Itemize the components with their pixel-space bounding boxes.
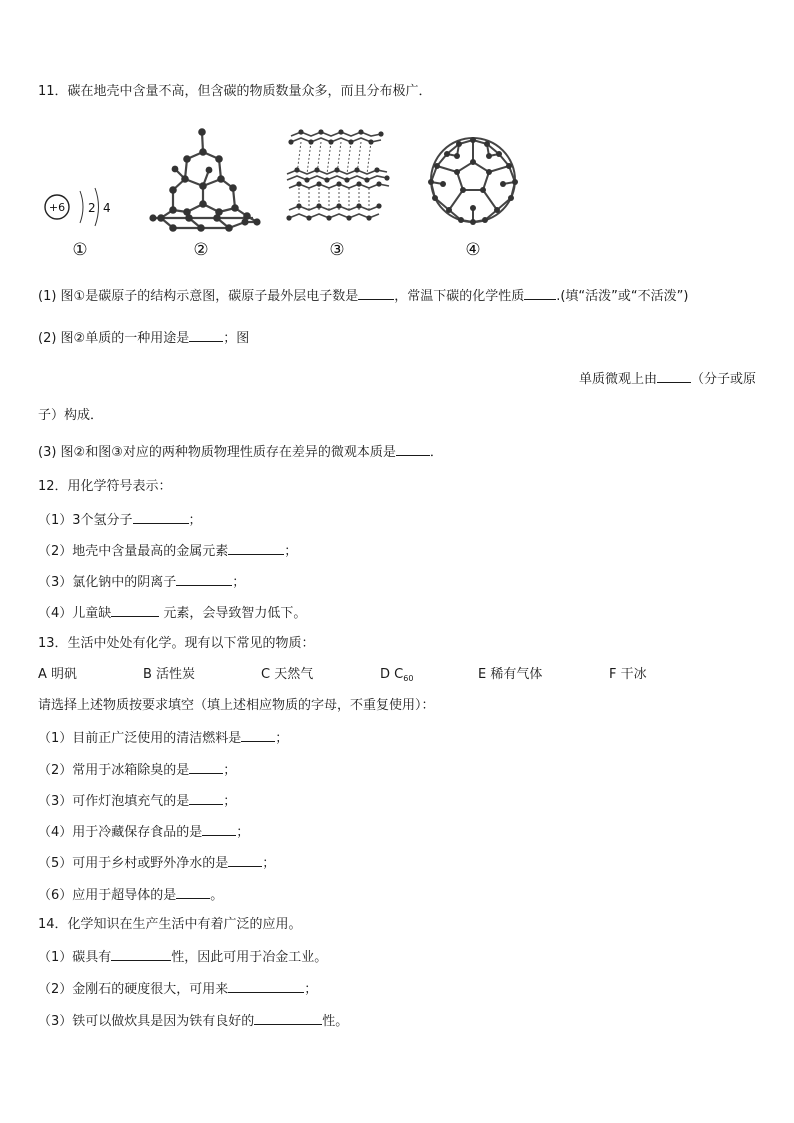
q14-item-3: [38, 1011, 348, 1031]
item-suffix: 。: [210, 888, 224, 903]
item-text: （2）金刚石的硬度很大，可用来: [38, 982, 229, 997]
figure-label-1: ①: [72, 240, 88, 257]
q13-instruction: 请选择上述物质按要求填空（填上述相应物质的字母，不重复使用）：: [38, 698, 435, 713]
q11-part2-text-b: ；图: [223, 331, 250, 346]
q14-item-1: [38, 947, 327, 967]
item-text: （3）可作灯泡填充气的是: [38, 794, 190, 809]
q13-item-1: [38, 728, 288, 748]
q13-item-4: [38, 822, 249, 842]
item-suffix: ；: [223, 763, 237, 778]
item-suffix: 性，因此可用于冶金工业。: [171, 950, 328, 965]
item-suffix: ；: [223, 794, 237, 809]
fullerene-structure-diagram: [425, 132, 525, 260]
q11-part1-text-b: ，常温下碳的化学性质: [394, 289, 525, 304]
answer-blank[interactable]: [189, 760, 223, 774]
figure-label-3: ③: [329, 240, 345, 260]
answer-blank[interactable]: [202, 822, 236, 836]
answer-blank[interactable]: [176, 572, 232, 586]
item-suffix: ；: [284, 544, 298, 559]
option-b: B 活性炭: [143, 667, 196, 682]
item-text: （3）氯化钠中的阴离子: [38, 575, 177, 590]
answer-blank[interactable]: [228, 541, 284, 555]
q11-part2-text-c: 单质微观上由: [578, 372, 657, 387]
q13-item-2: [38, 760, 236, 780]
item-suffix: ；: [275, 731, 289, 746]
q11-stem: 11．碳在地壳中含量不高，但含碳的物质数量众多，而且分布极广．: [38, 84, 432, 99]
option-d-subscript: 60: [403, 674, 414, 683]
item-text: （4）用于冷藏保存食品的是: [38, 825, 203, 840]
item-text: （1）3个氢分子: [38, 513, 133, 528]
shell2-electrons: 4: [103, 201, 111, 215]
q12-item-4: [38, 603, 306, 623]
q11-part2: [38, 328, 249, 348]
item-text: （1）碳具有: [38, 950, 112, 965]
q11-part1-text-a: (1) 图①是碳原子的结构示意图，碳原子最外层电子数是: [38, 289, 359, 304]
q11-part3: [38, 442, 443, 462]
item-suffix: ；: [236, 825, 250, 840]
item-suffix: ；: [262, 856, 276, 871]
q13-item-3: [38, 791, 236, 811]
q11-part1-text-c: .(填“活泼”或“不活泼”): [556, 289, 689, 304]
answer-blank[interactable]: [111, 947, 171, 961]
q11-part3-text-b: ．: [429, 445, 443, 460]
q11-part2-text-d: （分子或原: [690, 372, 756, 387]
graphite-structure-diagram: [283, 126, 393, 260]
answer-blank[interactable]: [657, 369, 691, 383]
item-text: （1）目前正广泛使用的清洁燃料是: [38, 731, 242, 746]
q12-item-3: [38, 572, 245, 592]
q11-part3-text-a: (3) 图②和图③对应的两种物质物理性质存在差异的微观本质是: [38, 445, 396, 460]
q12-stem: 12．用化学符号表示：: [38, 479, 172, 494]
q11-part2-text-a: (2) 图②单质的一种用途是: [38, 331, 190, 346]
item-suffix: ；: [304, 982, 318, 997]
q13-item-6: [38, 885, 223, 905]
option-d: [380, 666, 413, 688]
figure-label-4: ④: [465, 240, 481, 260]
shell1-electrons: 2: [88, 201, 96, 215]
figure-label-2: ②: [193, 240, 209, 260]
q12-item-2: [38, 541, 297, 561]
q14-stem: 14．化学知识在生产生活中有着广泛的应用。: [38, 917, 302, 932]
q13-stem: 13．生活中处处有化学。现有以下常见的物质：: [38, 636, 315, 651]
option-e: E 稀有气体: [478, 667, 543, 682]
carbon-atom-diagram: [40, 185, 120, 257]
answer-blank[interactable]: [176, 885, 210, 899]
answer-blank[interactable]: [111, 603, 159, 617]
answer-blank[interactable]: [228, 979, 304, 993]
q11-part2-end: 子）构成．: [38, 408, 104, 423]
answer-blank[interactable]: [254, 1011, 322, 1025]
q11-part2-continued: [579, 369, 756, 389]
answer-blank[interactable]: [228, 853, 262, 867]
item-suffix: 性。: [322, 1014, 349, 1029]
answer-blank[interactable]: [241, 728, 275, 742]
item-text: （3）铁可以做炊具是因为铁有良好的: [38, 1014, 255, 1029]
item-text: （2）常用于冰箱除臭的是: [38, 763, 190, 778]
option-f: F 干冰: [609, 667, 647, 682]
nucleus-label: +6: [48, 201, 66, 214]
option-d-text: D C: [380, 667, 404, 682]
item-text: （4）儿童缺: [38, 606, 112, 621]
item-suffix: ；: [188, 513, 202, 528]
item-text: （6）应用于超导体的是: [38, 888, 177, 903]
item-text: （5）可用于乡村或野外净水的是: [38, 856, 229, 871]
option-c: C 天然气: [261, 667, 314, 682]
item-suffix: 元素，会导致智力低下。: [159, 606, 307, 621]
diamond-structure-diagram: [145, 124, 265, 260]
q11-part1: [38, 286, 688, 306]
answer-blank[interactable]: [524, 286, 556, 300]
q12-item-1: [38, 510, 202, 530]
item-text: （2）地壳中含量最高的金属元素: [38, 544, 229, 559]
answer-blank[interactable]: [189, 328, 223, 342]
q13-item-5: [38, 853, 275, 873]
q14-item-2: [38, 979, 317, 999]
answer-blank[interactable]: [189, 791, 223, 805]
answer-blank[interactable]: [396, 442, 430, 456]
option-a: A 明矾: [38, 667, 78, 682]
answer-blank[interactable]: [358, 286, 394, 300]
answer-blank[interactable]: [133, 510, 189, 524]
item-suffix: ；: [232, 575, 246, 590]
